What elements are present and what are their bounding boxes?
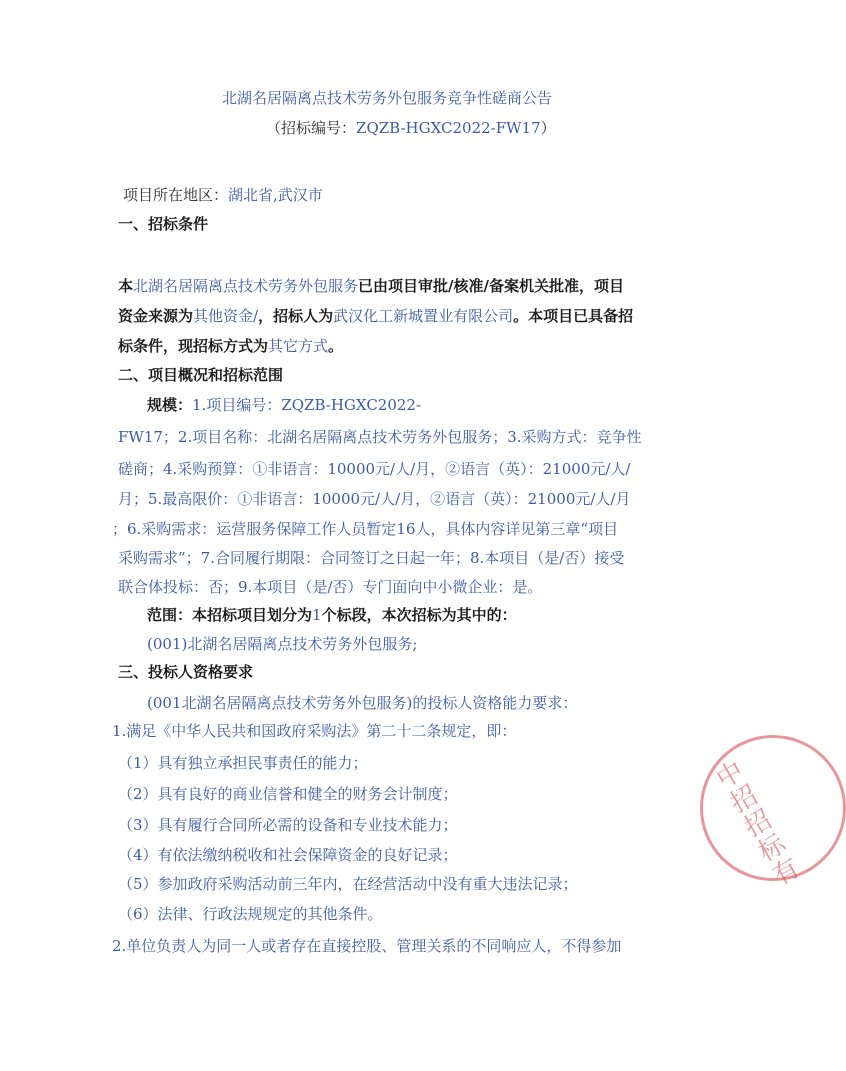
text-run: 。 <box>328 337 344 355</box>
scale-line-4: 月；5.最高限价：①非语言：10000元/人/月，②语言（英）：21000元/人/月 <box>118 490 631 508</box>
sub-requirement-3: （3）具有履行合同所必需的设备和专业技术能力； <box>118 816 458 834</box>
tender-code-prefix: （招标编号： <box>266 119 357 137</box>
scale-label: 规模： <box>147 396 193 414</box>
text-run: 。本项目已具备招 <box>513 307 634 325</box>
scale-line-3: 磋商；4.采购预算：①非语言：10000元/人/月，②语言（英）：21000元/人/ <box>118 460 631 478</box>
lot-count: 1 <box>312 606 322 624</box>
section-1-para-line-3 <box>118 336 343 356</box>
section-3-heading: 三、投标人资格要求 <box>118 663 254 681</box>
section-1-heading: 一、招标条件 <box>118 215 209 233</box>
text-run: 范围：本招标项目划分为 <box>147 606 313 624</box>
text-run: ，招标人为 <box>258 307 334 325</box>
text-run: 资金来源为 <box>118 307 194 325</box>
scale-line-2: FW17；2.项目名称：北湖名居隔离点技术劳务外包服务；3.采购方式：竞争性 <box>118 428 642 446</box>
text-run: 本 <box>118 277 134 295</box>
document-title: 北湖名居隔离点技术劳务外包服务竞争性磋商公告 <box>222 89 553 107</box>
tender-method: 其它方式 <box>268 337 329 355</box>
tender-code-value: ZQZB-HGXC2022-FW17 <box>356 119 541 137</box>
qualification-intro: (001北湖名居隔离点技术劳务外包服务)的投标人资格能力要求： <box>147 694 578 712</box>
scale-line-1 <box>147 395 421 415</box>
sub-requirement-6: （6）法律、行政法规规定的其他条件。 <box>118 905 383 923</box>
section-2-heading: 二、项目概况和招标范围 <box>118 366 284 384</box>
scale-line-6: 采购需求”；7.合同履行期限：合同签订之日起一年；8.本项目（是/否）接受 <box>118 549 625 567</box>
sub-requirement-5: （5）参加政府采购活动前三年内，在经营活动中没有重大违法记录； <box>118 875 578 893</box>
tender-code-suffix: ） <box>540 119 556 137</box>
project-location <box>123 185 323 205</box>
lot-item: (001)北湖名居隔离点技术劳务外包服务; <box>147 635 418 653</box>
location-value: 湖北省,武汉市 <box>228 186 323 204</box>
scale-line-7: 联合体投标：否；9.本项目（是/否）专门面向中小微企业：是。 <box>118 578 543 596</box>
text-run: 标条件，现招标方式为 <box>118 337 269 355</box>
sub-requirement-2: （2）具有良好的商业信誉和健全的财务会计制度； <box>118 785 458 803</box>
requirement-2: 2.单位负责人为同一人或者存在直接控股、管理关系的不同响应人，不得参加 <box>112 937 622 955</box>
fund-source: 其他资金/ <box>193 307 259 325</box>
section-1-para-line-1 <box>118 276 624 296</box>
sub-requirement-4: （4）有依法缴纳税收和社会保障资金的良好记录； <box>118 846 458 864</box>
project-name-link: 北湖名居隔离点技术劳务外包服务 <box>133 277 359 295</box>
tender-code <box>266 118 556 138</box>
scale-text: 1.项目编号：ZQZB-HGXC2022- <box>192 396 422 414</box>
tenderer-name: 武汉化工新城置业有限公司 <box>333 307 514 325</box>
section-1-para-line-2 <box>118 306 633 326</box>
location-label: 项目所在地区： <box>123 186 229 204</box>
scope-line <box>147 605 517 625</box>
requirement-1: 1.满足《中华人民共和国政府采购法》第二十二条规定，即： <box>112 722 517 740</box>
scale-line-5: ；6.采购需求：运营服务保障工作人员暂定16人，具体内容详见第三章“项目 <box>112 520 619 538</box>
sub-requirement-1: （1）具有独立承担民事责任的能力； <box>118 754 368 772</box>
text-run: 已由项目审批/核准/备案机关批准，项目 <box>358 277 624 295</box>
official-seal-text: 中招招标有 <box>711 756 806 893</box>
text-run: 个标段，本次招标为其中的： <box>321 606 517 624</box>
